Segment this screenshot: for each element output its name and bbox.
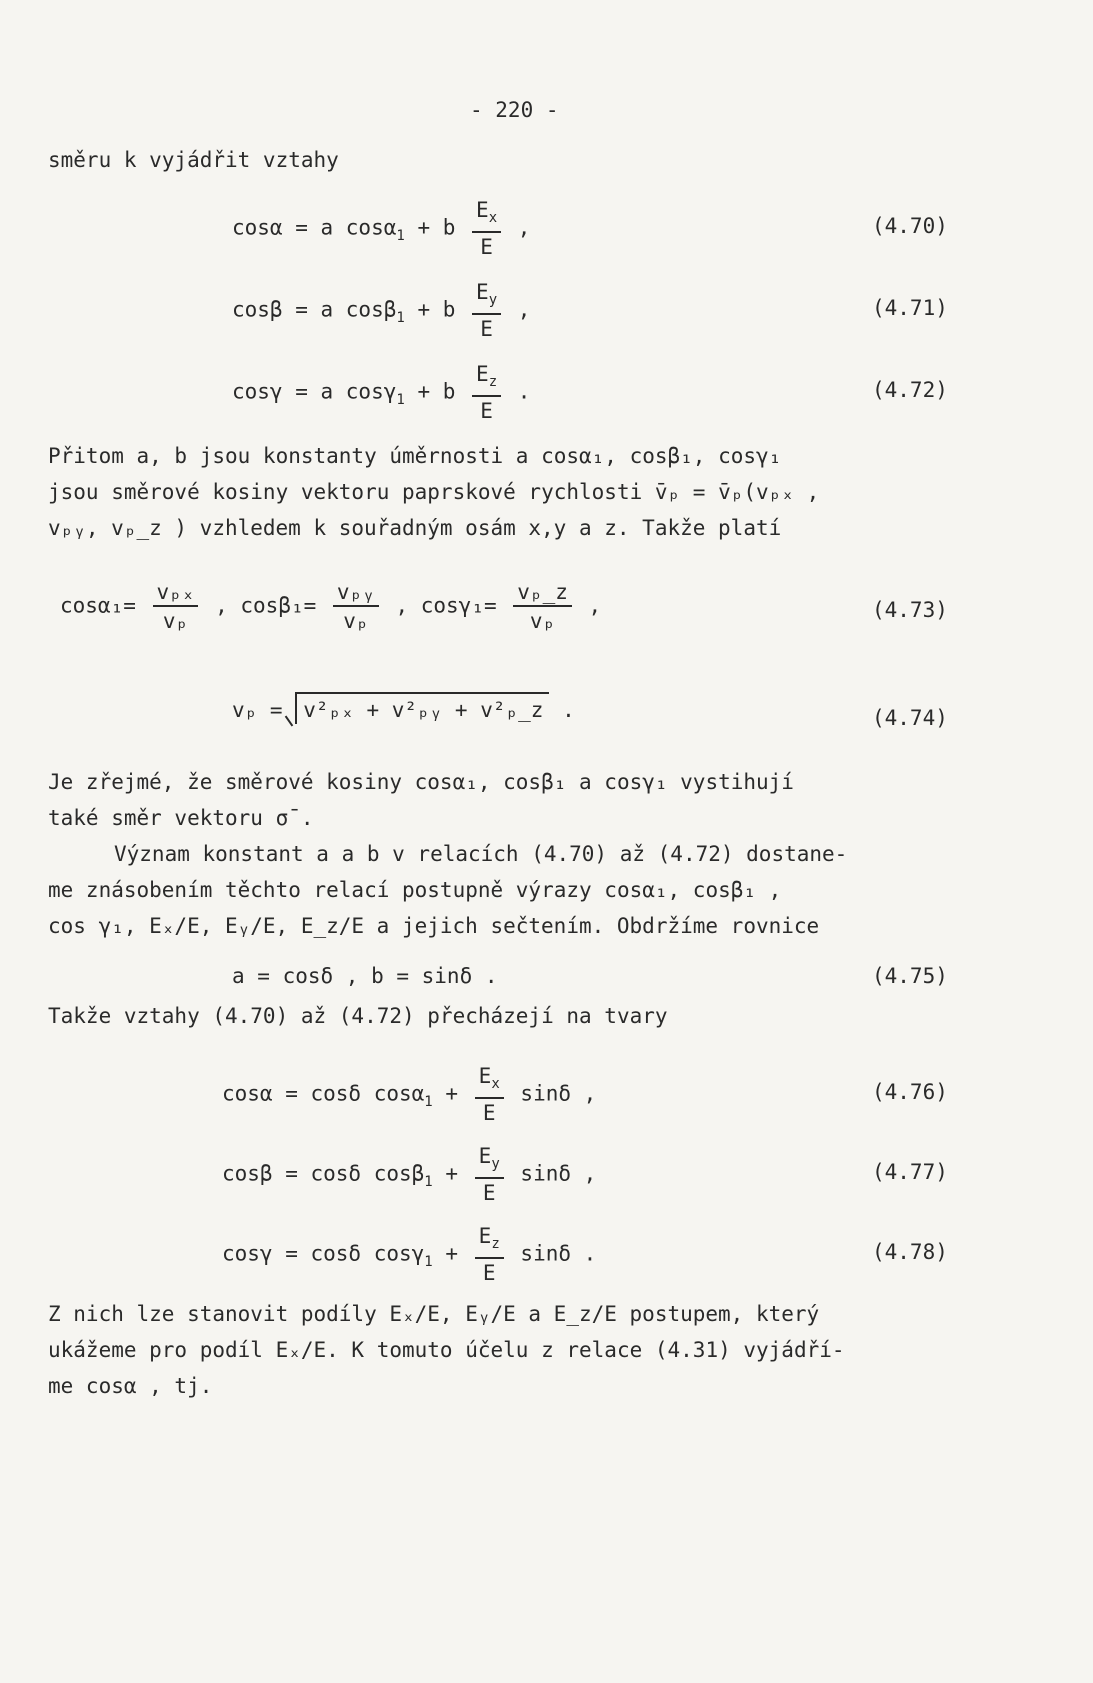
- equation-4-72: cosγ = a cosγ$_1$ + b $\frac{E_z}{E}$ .: [232, 362, 531, 424]
- equation-4-76: cosα = cosδ cosα$_1$ + $\frac{E_x}{E}$ sinδ ,: [222, 1064, 597, 1126]
- equation-4-74: vₚ = v²ₚₓ + v²ₚᵧ + v²ₚ_z .: [232, 692, 575, 724]
- paragraph-line: Je zřejmé, že směrové kosiny cosα₁, cosβ₁ a cosγ₁ vystihují: [48, 770, 794, 794]
- paragraph-line: me znásobením těchto relací postupně výrazy cosα₁, cosβ₁ ,: [48, 878, 782, 902]
- equation-label: (4.74): [872, 706, 948, 730]
- equation-label: (4.71): [872, 296, 948, 320]
- equation-4-75: a = cosδ , b = sinδ .: [232, 964, 498, 988]
- page-number: - 220 -: [470, 98, 559, 122]
- equation-4-77: cosβ = cosδ cosβ$_1$ + $\frac{E_y}{E}$ sinδ ,: [222, 1144, 597, 1206]
- paragraph-line: jsou směrové kosiny vektoru paprskové rychlosti v̄ₚ = v̄ₚ(vₚₓ ,: [48, 480, 820, 504]
- equation-4-71: cosβ = a cosβ$_1$ + b $\frac{E_y}{E}$ ,: [232, 280, 531, 342]
- paragraph-line: Takže vztahy (4.70) až (4.72) přecházejí na tvary: [48, 1004, 668, 1028]
- paragraph-line: vₚᵧ, vₚ_z ) vzhledem k souřadným osám x,y a z. Takže platí: [48, 516, 782, 540]
- paragraph-line: ukážeme pro podíl Eₓ/E. K tomuto účelu z relace (4.31) vyjádří-: [48, 1338, 845, 1362]
- intro-line: směru k vyjádřit vztahy: [48, 148, 339, 172]
- paragraph-line: Význam konstant a a b v relacích (4.70) až (4.72) dostane-: [114, 842, 848, 866]
- paragraph-line: také směr vektoru σ̄ .: [48, 806, 314, 830]
- equation-4-78: cosγ = cosδ cosγ$_1$ + $\frac{E_z}{E}$ sinδ .: [222, 1224, 597, 1286]
- equation-4-73: cosα₁= $\frac{\text{vₚₓ}}{\text{vₚ}}$ , cosβ₁= $\frac{\text{vₚᵧ}}{\text{vₚ}}$ , cosγ₁= $\frac{\text{vₚ\_z}}{\text{vₚ}}$ ,: [60, 580, 602, 633]
- paragraph-line: Přitom a, b jsou konstanty úměrnosti a cosα₁, cosβ₁, cosγ₁: [48, 444, 782, 468]
- equation-label: (4.72): [872, 378, 948, 402]
- equation-label: (4.73): [872, 598, 948, 622]
- paragraph-line: me cosα , tj.: [48, 1374, 213, 1398]
- equation-label: (4.75): [872, 964, 948, 988]
- equation-4-70: cosα = a cosα$_1$ + b $\frac{E_x}{E}$ ,: [232, 198, 531, 260]
- equation-label: (4.78): [872, 1240, 948, 1264]
- equation-label: (4.77): [872, 1160, 948, 1184]
- equation-label: (4.76): [872, 1080, 948, 1104]
- paragraph-line: cos γ₁, Eₓ/E, Eᵧ/E, E_z/E a jejich sečtením. Obdržíme rovnice: [48, 914, 820, 938]
- paragraph-line: Z nich lze stanovit podíly Eₓ/E, Eᵧ/E a E_z/E postupem, který: [48, 1302, 820, 1326]
- equation-label: (4.70): [872, 214, 948, 238]
- square-root: v²ₚₓ + v²ₚᵧ + v²ₚ_z: [295, 692, 549, 724]
